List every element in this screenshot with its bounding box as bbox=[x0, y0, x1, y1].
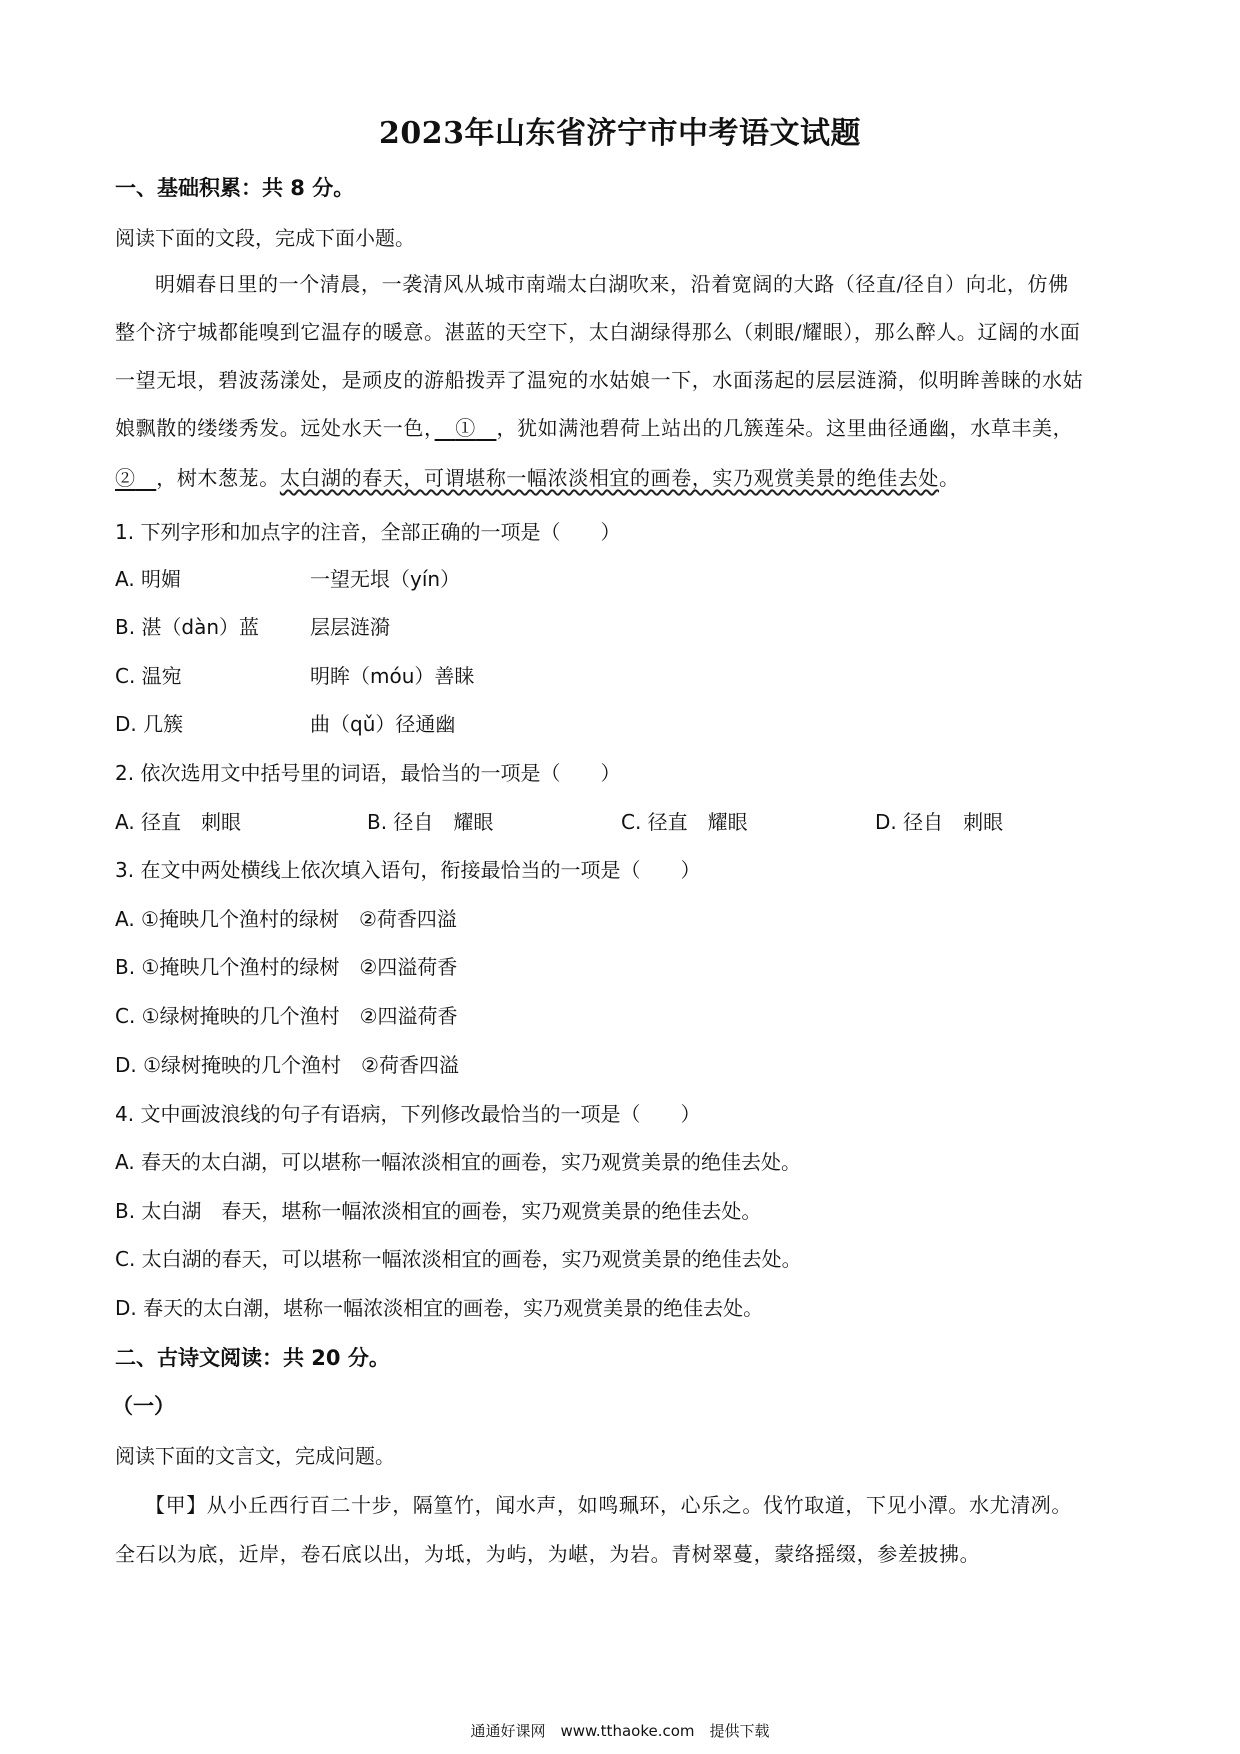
q4-option-b: B. 太白湖 春天，堪称一幅浓淡相宜的画卷，实乃观赏美景的绝佳去处。 bbox=[115, 1199, 762, 1223]
q4-option-a: A. 春天的太白湖，可以堪称一幅浓淡相宜的画卷，实乃观赏美景的绝佳去处。 bbox=[115, 1150, 802, 1174]
blank-2 bbox=[115, 466, 156, 490]
blank-1-label: ① bbox=[455, 416, 476, 440]
passage1-line5-a: ，树木葱茏。 bbox=[156, 466, 280, 490]
page-footer: 通通好课网 www.tthaoke.com 提供下载 bbox=[470, 1722, 770, 1740]
q1-option-b bbox=[115, 611, 1125, 640]
page-title: 2023年山东省济宁市中考语文试题 bbox=[379, 116, 861, 151]
section2-heading: 二、古诗文阅读：共 20 分。 bbox=[115, 1346, 390, 1370]
q2-option-d: D. 径自 刺眼 bbox=[875, 810, 1004, 834]
q3-stem: 3. 在文中两处横线上依次填入语句，衔接最恰当的一项是（ ） bbox=[115, 858, 701, 882]
passage1-line2: 整个济宁城都能嗅到它温存的暖意。湛蓝的天空下，太白湖绿得那么（刺眼/耀眼），那么醉人。辽阔的水面 bbox=[115, 320, 1081, 344]
q1-option-d-left: D. 几簇 bbox=[115, 712, 184, 736]
q1-option-a-right: 一望无垠（yín） bbox=[310, 567, 461, 591]
section1-heading: 一、基础积累：共 8 分。 bbox=[115, 176, 355, 200]
section1-instruction: 阅读下面的文段，完成下面小题。 bbox=[115, 226, 415, 250]
passage1-line4 bbox=[115, 412, 1125, 441]
q2-option-b: B. 径自 耀眼 bbox=[367, 810, 494, 834]
q1-option-a bbox=[115, 563, 1125, 592]
passage1-line5 bbox=[115, 462, 1125, 491]
section2-instruction: 阅读下面的文言文，完成问题。 bbox=[115, 1444, 395, 1468]
q1-option-d bbox=[115, 708, 1125, 737]
q2-options bbox=[115, 806, 1125, 835]
q1-option-b-right: 层层涟漪 bbox=[310, 615, 390, 639]
q1-option-c bbox=[115, 660, 1125, 689]
passage1-line5-c: 。 bbox=[939, 466, 960, 490]
blank-1 bbox=[435, 416, 497, 440]
passage2-line1: 【甲】从小丘西行百二十步，隔篁竹，闻水声，如鸣珮环，心乐之。伐竹取道，下见小潭。水尤清冽。 bbox=[145, 1493, 1072, 1517]
passage2-line2: 全石以为底，近岸，卷石底以出，为坻，为屿，为嵁，为岩。青树翠蔓，蒙络摇缀，参差披拂。 bbox=[115, 1542, 981, 1566]
q1-option-a-left: A. 明媚 bbox=[115, 567, 182, 591]
q3-option-c: C. ①绿树掩映的几个渔村 ②四溢荷香 bbox=[115, 1004, 458, 1028]
passage1-line3: 一望无垠，碧波荡漾处，是顽皮的游船拨弄了温宛的水姑娘一下，水面荡起的层层涟漪，似明眸善睐的水姑 bbox=[115, 368, 1084, 392]
q1-option-c-right: 明眸（móu）善睐 bbox=[310, 664, 475, 688]
q1-stem: 1. 下列字形和加点字的注音，全部正确的一项是（ ） bbox=[115, 520, 621, 544]
q3-option-a: A. ①掩映几个渔村的绿树 ②荷香四溢 bbox=[115, 907, 457, 931]
q1-option-c-left: C. 温宛 bbox=[115, 664, 182, 688]
q4-option-c: C. 太白湖的春天，可以堪称一幅浓淡相宜的画卷，实乃观赏美景的绝佳去处。 bbox=[115, 1247, 802, 1271]
section2-subheading: （一） bbox=[112, 1394, 175, 1418]
q4-option-d: D. 春天的太白潮，堪称一幅浓淡相宜的画卷，实乃观赏美景的绝佳去处。 bbox=[115, 1296, 764, 1320]
q1-option-d-right: 曲（qǔ）径通幽 bbox=[310, 712, 456, 736]
wavy-sentence: 太白湖的春天，可谓堪称一幅浓淡相宜的画卷，实乃观赏美景的绝佳去处 bbox=[279, 466, 940, 490]
q3-option-d: D. ①绿树掩映的几个渔村 ②荷香四溢 bbox=[115, 1053, 459, 1077]
passage1-line4-a: 娘飘散的缕缕秀发。远处水天一色， bbox=[115, 416, 435, 440]
q2-option-a: A. 径直 刺眼 bbox=[115, 810, 242, 834]
q3-option-b: B. ①掩映几个渔村的绿树 ②四溢荷香 bbox=[115, 955, 458, 979]
passage1-line4-b: ，犹如满池碧荷上站出的几簇莲朵。这里曲径通幽，水草丰美， bbox=[496, 416, 1074, 440]
q2-stem: 2. 依次选用文中括号里的词语，最恰当的一项是（ ） bbox=[115, 761, 621, 785]
passage1-line1: 明媚春日里的一个清晨，一袭清风从城市南端太白湖吹来，沿着宽阔的大路（径直/径自）向北，仿佛 bbox=[155, 272, 1069, 296]
q4-stem: 4. 文中画波浪线的句子有语病，下列修改最恰当的一项是（ ） bbox=[115, 1102, 701, 1126]
blank-2-label: ② bbox=[115, 466, 136, 490]
q1-option-b-left: B. 湛（dàn）蓝 bbox=[115, 615, 260, 639]
q2-option-c: C. 径直 耀眼 bbox=[621, 810, 748, 834]
